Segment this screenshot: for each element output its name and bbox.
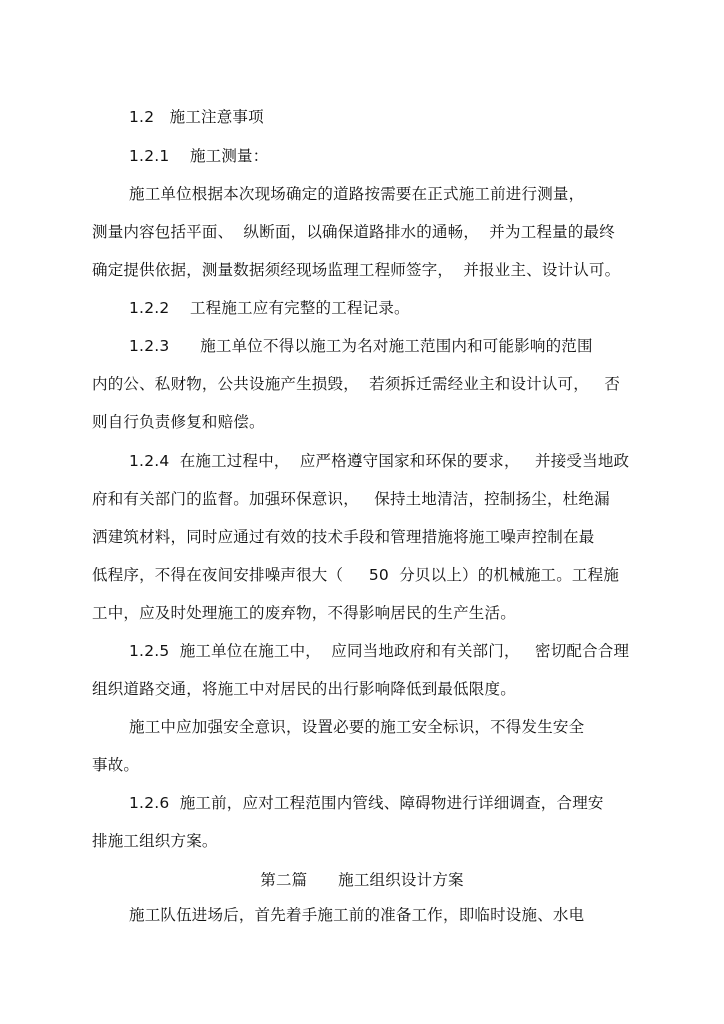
paragraph-line: 洒建筑材料，同时应通过有效的技术手段和管理措施将施工噪声控制在最 — [92, 528, 595, 546]
paragraph-line: 施工队伍进场后，首先着手施工前的准备工作，即临时设施、水电 — [129, 906, 585, 924]
section-heading-1-2: 1.2 施工注意事项 — [129, 108, 264, 126]
chapter-title: 第二篇 施工组织设计方案 — [260, 871, 464, 889]
paragraph-line: 工中，应及时处理施工的废弃物，不得影响居民的生产生活。 — [92, 604, 516, 622]
paragraph-line: 府和有关部门的监督。加强环保意识， 保持土地清洁，控制扬尘，杜绝漏 — [92, 490, 610, 508]
paragraph-line: 施工单位根据本次现场确定的道路按需要在正式施工前进行测量， — [129, 185, 585, 203]
paragraph-line: 排施工组织方案。 — [92, 832, 218, 850]
paragraph-line: 低程序，不得在夜间安排噪声很大（ 50 分贝以上）的机械施工。工程施 — [92, 566, 620, 584]
paragraph-line: 组织道路交通，将施工中对居民的出行影响降低到最低限度。 — [92, 680, 516, 698]
subsection-heading-1-2-2: 1.2.2 工程施工应有完整的工程记录。 — [129, 299, 410, 317]
paragraph-line: 则自行负责修复和赔偿。 — [92, 413, 265, 431]
paragraph-line: 测量内容包括平面、 纵断面，以确保道路排水的通畅， 并为工程量的最终 — [92, 223, 615, 241]
subsection-heading-1-2-5: 1.2.5 施工单位在施工中， 应同当地政府和有关部门， 密切配合合理 — [129, 642, 630, 660]
paragraph-line: 事故。 — [92, 756, 140, 774]
subsection-heading-1-2-3: 1.2.3 施工单位不得以施工为名对施工范围内和可能影响的范围 — [129, 337, 593, 355]
subsection-heading-1-2-4: 1.2.4 在施工过程中， 应严格遵守国家和环保的要求， 并接受当地政 — [129, 452, 630, 470]
subsection-heading-1-2-6: 1.2.6 施工前，应对工程范围内管线、障碍物进行详细调查，合理安 — [129, 794, 604, 812]
paragraph-line: 施工中应加强安全意识，设置必要的施工安全标识，不得发生安全 — [129, 718, 585, 736]
subsection-heading-1-2-1: 1.2.1 施工测量： — [129, 147, 269, 165]
paragraph-line: 内的公、私财物，公共设施产生损毁， 若须拆迁需经业主和设计认可， 否 — [92, 375, 621, 393]
paragraph-line: 确定提供依据，测量数据须经现场监理工程师签字， 并报业主、设计认可。 — [92, 261, 621, 279]
